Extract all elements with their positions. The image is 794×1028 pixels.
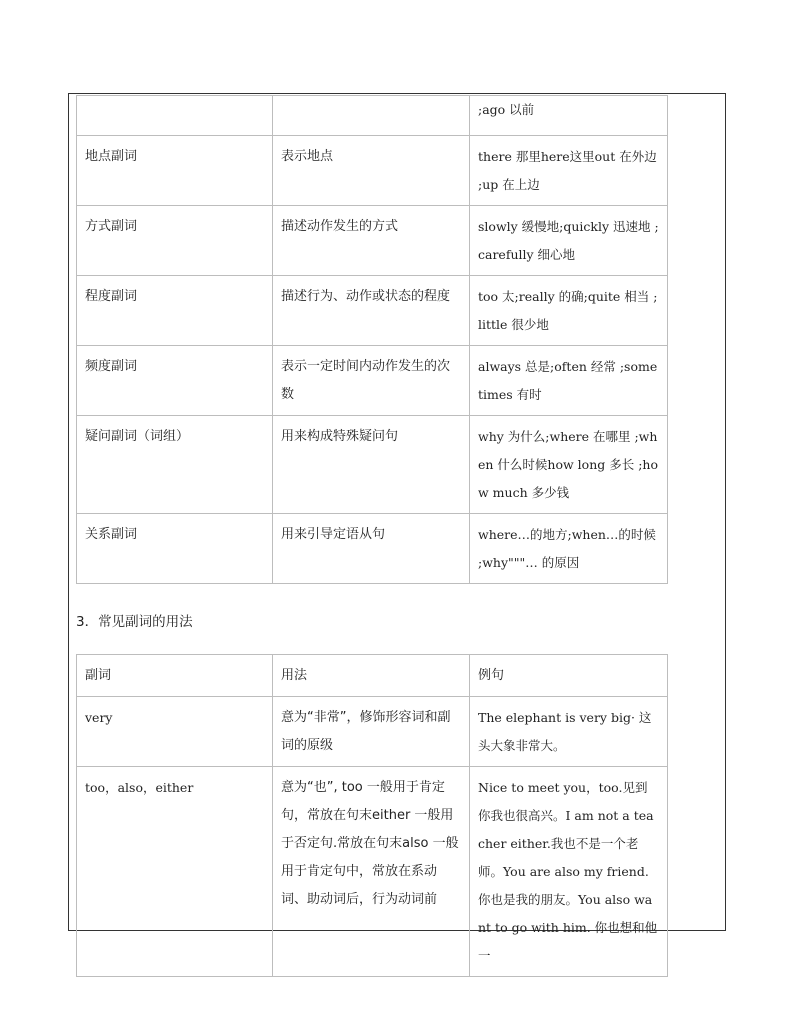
function-cell: 表示地点 — [273, 136, 470, 206]
function-cell: 表示一定时间内动作发生的次数 — [273, 346, 470, 416]
examples-cell: always 总是;often 经常 ;sometimes 有时 — [470, 346, 668, 416]
column-header-example: 例句 — [470, 655, 668, 697]
function-cell: 用来引导定语从句 — [273, 514, 470, 584]
examples-cell: slowly 缓慢地;quickly 迅速地 ;carefully 细心地 — [470, 206, 668, 276]
usage-table-clip — [69, 94, 725, 963]
examples-cell: where…的地方;when…的时候 ;why"""… 的原因 — [470, 514, 668, 584]
example-sentence-cell: The elephant is very big· 这头大象非常大。 — [470, 697, 668, 767]
examples-cell: too 太;really 的确;quite 相当 ;little 很少地 — [470, 276, 668, 346]
adverb-type-cell: 方式副词 — [77, 206, 273, 276]
usage-cell: 意为“非常”，修饰形容词和副词的原级 — [273, 697, 470, 767]
function-cell: 描述动作发生的方式 — [273, 206, 470, 276]
function-cell: 用来构成特殊疑问句 — [273, 416, 470, 514]
adverb-cell: very — [77, 697, 273, 767]
table-row — [77, 697, 668, 767]
adverb-type-cell: 关系副词 — [77, 514, 273, 584]
adverb-usage-table — [76, 654, 668, 977]
table-header-row — [77, 655, 668, 697]
section-heading: 3．常见副词的用法 — [76, 614, 193, 630]
example-sentence-cell: Nice to meet you，too.见到你我也很高兴。I am not a teacher either.我也不是一个老师。You are also my friend.你也是我的朋友。You also want to go with him. 你也想和他一 — [470, 767, 668, 977]
usage-cell: 意为“也”, too 一般用于肯定句，常放在句末either 一般用于否定句.常放在句末also 一般用于肯定句中，常放在系动词、助动词后，行为动词前 — [273, 767, 470, 977]
table-row — [77, 767, 668, 977]
examples-cell: ;ago 以前 — [470, 96, 668, 136]
adverb-type-cell: 地点副词 — [77, 136, 273, 206]
adverb-cell: too，also，either — [77, 767, 273, 977]
examples-cell: why 为什么;where 在哪里 ;when 什么时候how long 多长 ;how much 多少钱 — [470, 416, 668, 514]
adverb-type-cell: 程度副词 — [77, 276, 273, 346]
examples-cell: there 那里here这里out 在外边 ;up 在上边 — [470, 136, 668, 206]
function-cell: 描述行为、动作或状态的程度 — [273, 276, 470, 346]
column-header-adverb: 副词 — [77, 655, 273, 697]
column-header-usage: 用法 — [273, 655, 470, 697]
adverb-type-cell: 频度副词 — [77, 346, 273, 416]
adverb-type-cell: 疑问副词（词组） — [77, 416, 273, 514]
